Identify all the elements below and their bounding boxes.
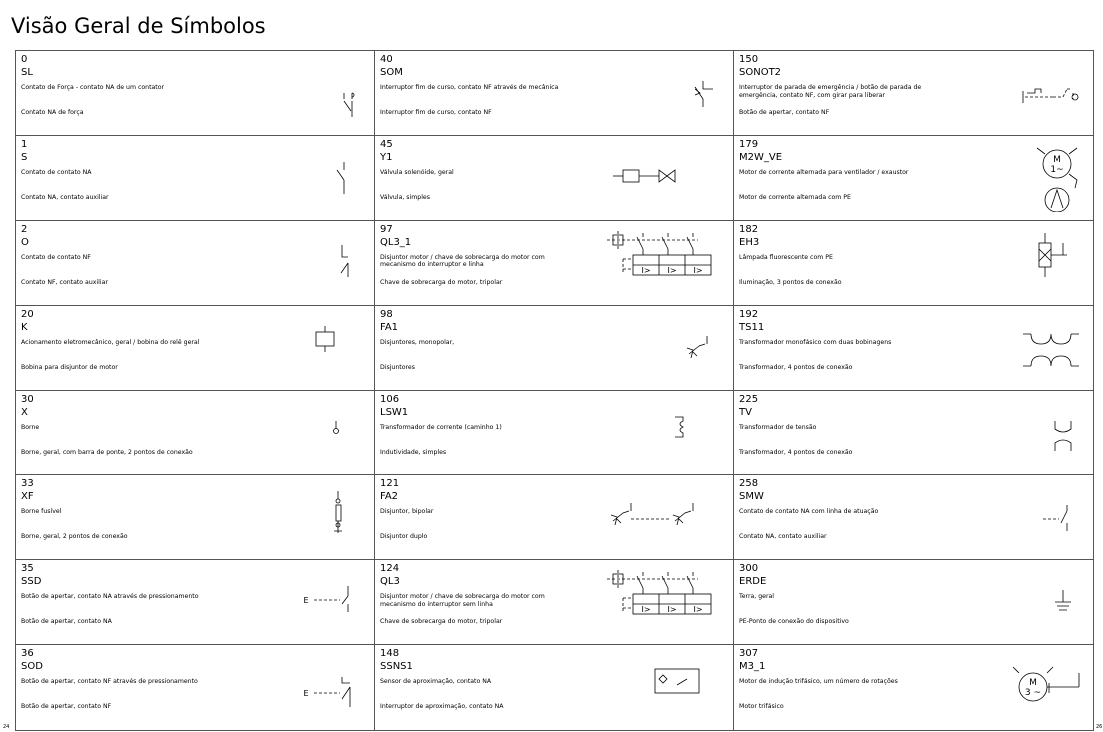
page-number-left: 24 <box>3 724 10 730</box>
symbol-number: 182 <box>739 223 759 235</box>
symbol-code: TV <box>739 406 752 418</box>
symbol-description-alt: Contato NA, contato auxiliar <box>739 533 827 541</box>
symbol-description-alt: Botão de apertar, contato NF <box>21 703 112 711</box>
svg-text:I>: I> <box>641 605 651 615</box>
breaker-2p-icon <box>603 483 723 551</box>
symbol-cell <box>734 560 1093 645</box>
symbol-cell <box>375 136 734 221</box>
symbol-cell <box>16 221 375 306</box>
symbol-description-alt: Disjuntores <box>380 363 415 371</box>
symbol-code: FA2 <box>380 491 399 503</box>
symbol-cell <box>16 306 375 391</box>
symbol-number: 33 <box>21 478 34 490</box>
symbol-code: K <box>21 321 28 333</box>
symbol-description: Lâmpada fluorescente com PE <box>739 253 833 261</box>
symbol-description-alt: Transformador, 4 pontos de conexão <box>739 363 853 371</box>
svg-text:1~: 1~ <box>1050 164 1064 175</box>
symbol-cell <box>734 306 1093 391</box>
motor-breaker-icon <box>603 568 723 636</box>
nc-contact-icon <box>244 229 364 297</box>
pushbutton-nc-icon <box>244 653 364 721</box>
symbol-description-alt: Interruptor fim de curso, contato NF <box>380 109 492 116</box>
svg-text:E: E <box>303 689 309 699</box>
symbol-code: QL3 <box>380 576 400 588</box>
svg-text:M: M <box>1029 678 1037 689</box>
symbol-description-alt: PE-Ponto de conexão do dispositivo <box>739 618 849 626</box>
symbol-description-alt: Contato NA de força <box>21 109 84 116</box>
symbol-description-alt: Motor trifásico <box>739 703 784 711</box>
symbol-cell <box>16 136 375 221</box>
svg-text:M: M <box>1053 154 1061 165</box>
svg-text:I>: I> <box>667 605 677 615</box>
symbol-description-alt: Indutividade, simples <box>380 448 447 456</box>
symbol-description: Terra, geral <box>739 593 775 601</box>
symbol-number: 45 <box>380 138 393 150</box>
motor-breaker-icon <box>603 229 723 297</box>
symbol-description-alt: Transformador, 4 pontos de conexão <box>739 448 853 456</box>
symbol-number: 225 <box>739 393 759 405</box>
symbol-cell <box>734 136 1093 221</box>
lamp-icon <box>963 229 1083 297</box>
symbol-cell <box>16 391 375 476</box>
symbol-code: SSNS1 <box>380 661 413 673</box>
symbol-description-alt: Borne, geral, com barra de ponte, 2 pontos de conexão <box>21 448 193 456</box>
symbol-description: Motor de indução trifásico, um número de rotações <box>739 678 898 686</box>
symbol-description-alt: Disjuntor duplo <box>380 533 428 541</box>
symbol-cell <box>375 645 734 730</box>
symbol-code: TS11 <box>739 321 765 333</box>
symbol-description-alt: Contato NF, contato auxiliar <box>21 278 108 286</box>
voltage-transformer-icon <box>963 399 1083 467</box>
symbol-code: SSD <box>21 576 42 588</box>
symbol-cell <box>375 475 734 560</box>
symbol-code: SOD <box>21 661 43 673</box>
symbol-description-alt: Iluminação, 3 pontos de conexão <box>739 278 842 286</box>
symbol-description: Disjuntores, monopolar, <box>380 338 455 346</box>
svg-text:E: E <box>303 596 309 606</box>
symbol-number: 258 <box>739 478 759 490</box>
symbol-description: Motor de corrente alternada para ventilador / exaustor <box>739 168 909 176</box>
symbol-code: Y1 <box>380 151 393 163</box>
symbol-code: O <box>21 236 29 248</box>
symbol-cell <box>16 475 375 560</box>
symbol-description: Botão de apertar, contato NA através de pressionamento <box>21 593 199 601</box>
coil-icon <box>244 314 364 382</box>
symbol-number: 0 <box>21 54 28 65</box>
symbol-code: LSW1 <box>380 406 409 418</box>
symbol-number: 97 <box>380 223 393 235</box>
symbol-description-alt: Contato NA, contato auxiliar <box>21 193 109 201</box>
symbol-number: 148 <box>380 648 400 660</box>
symbol-number: 179 <box>739 138 759 150</box>
symbol-code: SMW <box>739 491 764 503</box>
symbol-description: Transformador de corrente (caminho 1) <box>380 423 502 431</box>
no-power-contact-icon <box>244 59 364 127</box>
current-transformer-icon <box>603 399 723 467</box>
symbol-number: 40 <box>380 54 393 65</box>
symbol-number: 106 <box>380 393 400 405</box>
symbol-description: Contato de contato NF <box>21 253 91 261</box>
symbol-cell <box>734 221 1093 306</box>
symbol-description-alt: Bobina para disjuntor de motor <box>21 363 118 371</box>
symbol-cell <box>16 645 375 730</box>
pushbutton-no-icon <box>244 568 364 636</box>
symbol-number: 35 <box>21 563 34 575</box>
svg-text:I>: I> <box>693 605 703 615</box>
symbol-code: X <box>21 406 28 418</box>
symbol-description: Interruptor de parada de emergência / botão de parada de emergência, contato NF, com girar para liberar <box>739 84 922 99</box>
symbol-description: Disjuntor motor / chave de sobrecarga do motor com mecanismo do interruptor e linha <box>380 253 545 269</box>
symbol-number: 1 <box>21 138 28 150</box>
symbol-description: Borne fusível <box>21 508 62 516</box>
symbol-code: SL <box>21 67 33 78</box>
symbol-cell <box>375 560 734 645</box>
symbol-cell <box>375 306 734 391</box>
symbol-number: 192 <box>739 308 759 320</box>
symbol-code: SONOT2 <box>739 67 782 78</box>
symbol-cell <box>734 645 1093 730</box>
symbol-description: Válvula solenóide, geral <box>380 168 454 176</box>
symbol-description-alt: Chave de sobrecarga do motor, tripolar <box>380 618 503 626</box>
symbol-cell <box>375 51 734 136</box>
symbol-number: 98 <box>380 308 393 320</box>
symbol-description: Disjuntor, bipolar <box>380 508 434 516</box>
symbol-description: Contato de contato NA <box>21 168 92 176</box>
symbol-description-alt: Válvula, simples <box>380 193 430 201</box>
symbol-number: 2 <box>21 223 28 235</box>
ground-icon <box>963 568 1083 636</box>
fan-motor-icon <box>963 144 1083 212</box>
three-phase-motor-icon <box>963 653 1083 721</box>
emergency-stop-icon <box>963 59 1083 127</box>
symbol-number: 124 <box>380 563 400 575</box>
symbol-description: Disjuntor motor / chave de sobrecarga do motor com mecanismo do interruptor sem linha <box>380 593 545 608</box>
symbol-description: Transformador monofásico com duas bobinagens <box>739 338 892 346</box>
fuse-terminal-icon <box>244 483 364 551</box>
symbol-description: Acionamento eletromecânico, geral / bobina do relê geral <box>21 338 200 346</box>
symbol-description: Sensor de aproximação, contato NA <box>380 678 492 686</box>
symbol-description-alt: Chave de sobrecarga do motor, tripolar <box>380 278 503 286</box>
symbol-code: M3_1 <box>739 661 766 673</box>
symbol-number: 36 <box>21 648 34 660</box>
limit-switch-nc-icon <box>603 59 723 127</box>
symbol-description-alt: Botão de apertar, contato NA <box>21 618 112 626</box>
symbol-description: Borne <box>21 423 40 431</box>
symbol-cell <box>375 221 734 306</box>
svg-text:3 ~: 3 ~ <box>1024 688 1042 699</box>
symbol-grid <box>15 50 1094 731</box>
symbol-number: 30 <box>21 393 34 405</box>
symbol-description-alt: Botão de apertar, contato NF <box>739 109 830 116</box>
symbol-code: S <box>21 151 28 163</box>
symbol-description: Transformador de tensão <box>739 423 817 431</box>
symbol-number: 20 <box>21 308 34 320</box>
symbol-code: XF <box>21 491 34 503</box>
symbol-number: 121 <box>380 478 400 490</box>
proximity-sensor-icon <box>603 653 723 721</box>
symbol-description: Botão de apertar, contato NF através de pressionamento <box>21 678 198 686</box>
symbol-description: Contato de contato NA com linha de atuação <box>739 508 879 516</box>
no-contact-actuated-icon <box>963 483 1083 551</box>
terminal-icon <box>244 399 364 467</box>
symbol-code: EH3 <box>739 236 760 248</box>
symbol-description-alt: Borne, geral, 2 pontos de conexão <box>21 533 128 541</box>
symbol-description-alt: Interruptor de aproximação, contato NA <box>380 703 504 711</box>
symbol-cell <box>375 391 734 476</box>
symbol-number: 307 <box>739 648 759 660</box>
breaker-1p-icon <box>603 314 723 382</box>
svg-text:I>: I> <box>693 265 703 275</box>
symbol-cell <box>734 391 1093 476</box>
symbol-number: 300 <box>739 563 759 575</box>
transformer-icon <box>963 314 1083 382</box>
svg-text:I>: I> <box>667 265 677 275</box>
symbol-code: QL3_1 <box>380 236 412 248</box>
page-title: Visão Geral de Símbolos <box>11 14 266 38</box>
symbol-code: M2W_VE <box>739 151 783 163</box>
symbol-code: FA1 <box>380 321 399 333</box>
symbol-cell <box>734 475 1093 560</box>
symbol-description: Interruptor fim de curso, contato NF através de mecânica <box>380 84 559 91</box>
no-contact-icon <box>244 144 364 212</box>
symbol-code: ERDE <box>739 576 767 588</box>
symbol-number: 150 <box>739 54 759 65</box>
symbol-code: SOM <box>380 67 403 78</box>
symbol-description: Contato de Força - contato NA de um contator <box>21 84 165 91</box>
symbol-cell <box>16 560 375 645</box>
solenoid-valve-icon <box>603 144 723 212</box>
svg-text:I>: I> <box>641 265 651 275</box>
page-number-right: 26 <box>1096 724 1103 730</box>
symbol-cell <box>734 51 1093 136</box>
symbol-description-alt: Motor de corrente alternada com PE <box>739 193 851 201</box>
symbol-cell <box>16 51 375 136</box>
